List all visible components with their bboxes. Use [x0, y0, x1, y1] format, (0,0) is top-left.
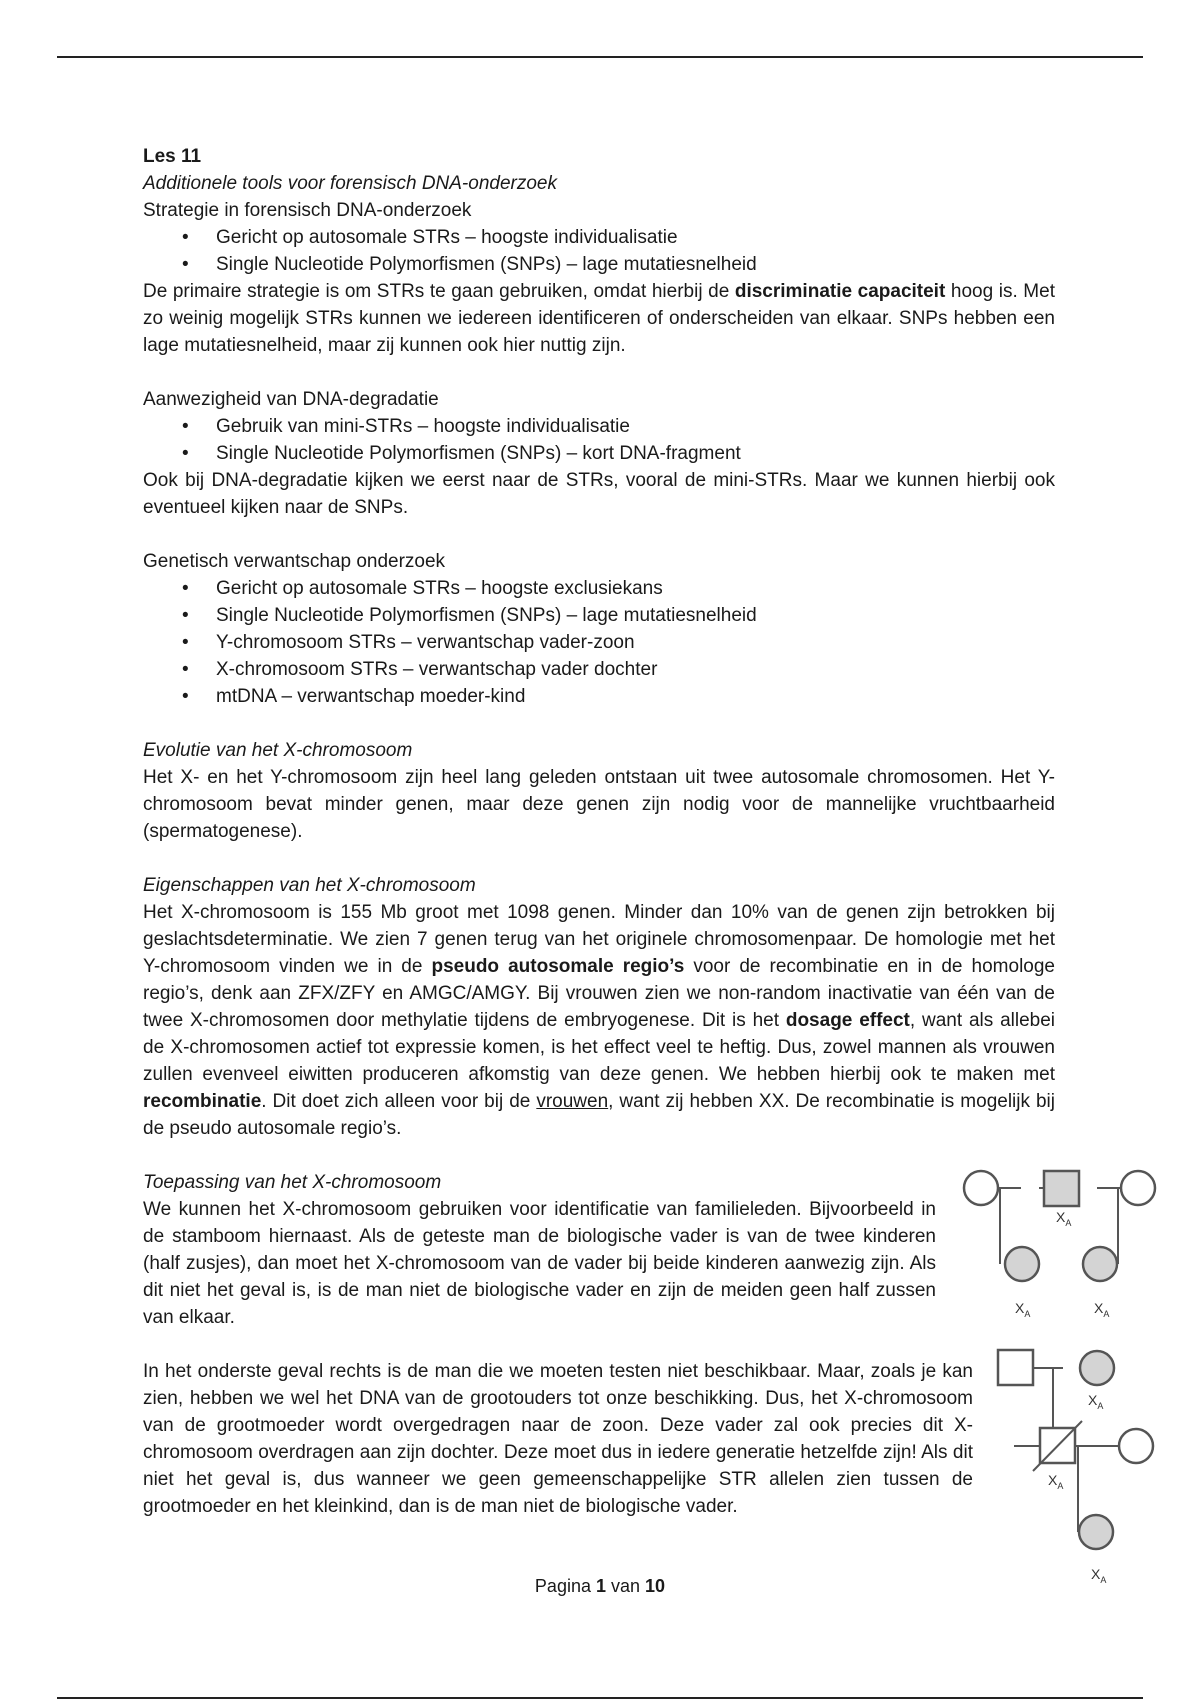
paragraph: Het X-chromosoom is 155 Mb groot met 1098 genen. Minder dan 10% van de genen zijn betrokken bij geslachtsdeterminatie. We zien 7 genen terug van het originele chromosomenpaar. De homologie met het Y-chromosoom vinden we in de pseudo autosomale regio’s voor de recombinatie en in de homologe regio’s, denk aan ZFX/ZFY en AMGC/AMGY. Bij vrouwen zien we non-random inactivatie van één van de twee X-chromosomen door methylatie tijdens de embryogenese. Dit is het dosage effect, want als allebei de X-chromosomen actief tot expressie komen, is het effect veel te heftig. Dus, zowel mannen als vrouwen zullen evenveel eiwitten produceren afkomstig van deze genen. We hebben hierbij ook te maken met recombinatie. Dit doet zich alleen voor bij de vrouwen, want zij hebben XX. De recombinatie is mogelijk bij de pseudo autosomale regio’s. — [143, 902, 1056, 1139]
section-heading: Eigenschappen van het X-chromosoom — [143, 875, 476, 896]
paragraph: De primaire strategie is om STRs te gaan gebruiken, omdat hierbij de discriminatie capaciteit hoog is. Met zo weinig mogelijk STRs kunnen we iedereen identificeren of onderscheiden van elkaar. SNPs hebben een lage mutatiesnelheid, maar zij kunnen ook hier nuttig zijn. — [143, 281, 1055, 356]
father-symbol — [1044, 1171, 1079, 1206]
bullet-list — [143, 224, 1055, 278]
x-allele-label: $X_A$ — [1094, 1300, 1110, 1319]
x-allele-label: $X_A$ — [1088, 1392, 1104, 1411]
pedigree-diagram-grandparents — [992, 1347, 1167, 1592]
bullet-list — [143, 413, 1055, 467]
x-allele-label: $X_A$ — [1015, 1300, 1031, 1319]
list-item: • Gericht op autosomale STRs – hoogste individualisatie — [216, 224, 1055, 251]
x-allele-label: $X_A$ — [1091, 1566, 1107, 1585]
page-number: 1 — [595, 1576, 606, 1596]
list-item: • X-chromosoom STRs – verwantschap vader dochter — [216, 656, 1055, 683]
paragraph: In het onderste geval rechts is de man die we moeten testen niet beschikbaar. Maar, zoals je kan zien, hebben we wel het DNA van de grootouders tot onze beschikking. Dus, het X-chromosoom van de grootmoeder wordt overgedragen naar de zoon. Deze vader zal ook precies dit X-chromosoom overdragen aan zijn dochter. Deze moet dus in iedere generatie hetzelfde zijn! Als dit niet het geval is, dus wanneer we geen gemeenschappelijke STR allelen zien tussen de grootmoeder en het kleinkind, dan is de man niet de biologische vader. — [143, 1361, 973, 1517]
section-heading: Toepassing van het X-chromosoom — [143, 1172, 442, 1193]
x-allele-label: $X_A$ — [1056, 1209, 1072, 1228]
section-heading: Strategie in forensisch DNA-onderzoek — [143, 200, 472, 221]
page-footer: Pagina 1 van 10 — [534, 1576, 666, 1596]
paragraph: We kunnen het X-chromosoom gebruiken voor identificatie van familieleden. Bijvoorbeeld in de stamboom hiernaast. Als de geteste man de biologische vader is van de twee kinderen (half zusjes), dan moet het X-chromosoom van de vader bij beide kinderen aanwezig zijn. Als dit niet het geval is, is de man niet de biologische vader en zijn de meiden geen half zussen van elkaar. — [143, 1199, 936, 1328]
granddaughter-symbol — [1079, 1515, 1113, 1549]
paragraph: Het X- en het Y-chromosoom zijn heel lang geleden ontstaan uit twee autosomale chromosomen. Het Y-chromosoom bevat minder genen, maar deze genen zijn nodig voor de mannelijke vruchtbaarheid (spermatogenese). — [143, 767, 1055, 842]
list-item: • Gericht op autosomale STRs – hoogste exclusiekans — [216, 575, 1055, 602]
section-heading: Genetisch verwantschap onderzoek — [143, 551, 446, 572]
bullet-list — [143, 575, 1055, 710]
x-allele-label: $X_A$ — [1048, 1472, 1064, 1491]
list-item: • Single Nucleotide Polymorfismen (SNPs) – lage mutatiesnelheid — [216, 251, 1055, 278]
mother-1-symbol — [964, 1171, 998, 1205]
paragraph: Ook bij DNA-degradatie kijken we eerst naar de STRs, vooral de mini-STRs. Maar we kunnen hierbij ook eventueel kijken naar de SNPs. — [143, 470, 1055, 518]
pedigree-diagram-half-sisters — [960, 1162, 1165, 1332]
lesson-title: Les 11 — [143, 146, 202, 167]
page-total: 10 — [645, 1576, 666, 1596]
mother-2-symbol — [1121, 1171, 1155, 1205]
list-item: • Single Nucleotide Polymorfismen (SNPs) – kort DNA-fragment — [216, 440, 1055, 467]
list-item: • Y-chromosoom STRs – verwantschap vader-zoon — [216, 629, 1055, 656]
list-item: • Gebruik van mini-STRs – hoogste individualisatie — [216, 413, 1055, 440]
mother-symbol — [1119, 1429, 1153, 1463]
list-item: • mtDNA – verwantschap moeder-kind — [216, 683, 1055, 710]
section-heading: Evolutie van het X-chromosoom — [143, 740, 413, 761]
daughter-2-symbol — [1083, 1247, 1117, 1281]
footer-rule — [57, 1697, 1143, 1699]
list-item: • Single Nucleotide Polymorfismen (SNPs) – lage mutatiesnelheid — [216, 602, 1055, 629]
daughter-1-symbol — [1005, 1247, 1039, 1281]
document-body — [143, 143, 1055, 1520]
subtitle: Additionele tools voor forensisch DNA-onderzoek — [143, 173, 557, 194]
header-rule — [57, 56, 1143, 58]
grandfather-symbol — [998, 1350, 1033, 1385]
section-heading: Aanwezigheid van DNA-degradatie — [143, 389, 439, 410]
grandmother-symbol — [1080, 1351, 1114, 1385]
